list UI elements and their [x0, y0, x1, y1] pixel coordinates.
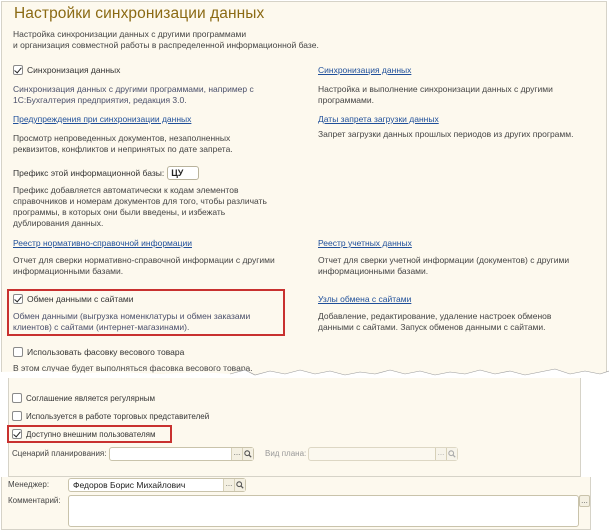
weight-packing-description: В этом случае будет выполняться фасовка весового товара. [13, 363, 253, 373]
desc-line: Настройка и выполнение синхронизации данных с другими [318, 84, 553, 94]
search-icon[interactable] [242, 448, 253, 460]
sync-checkbox-row[interactable] [13, 65, 120, 75]
desc-line: данными с сайтами. Запуск обменов данными с сайтами. [318, 322, 546, 332]
load-prohibition-dates-link[interactable]: Даты запрета загрузки данных [318, 114, 439, 124]
sync-checkbox-label: Синхронизация данных [27, 65, 121, 75]
page-title: Настройки синхронизации данных [14, 5, 265, 22]
prefix-description [13, 185, 267, 229]
desc-line: информационными базами. [13, 266, 124, 276]
desc-line: Отчет для сверки нормативно-справочной информации с другими [13, 255, 275, 265]
intro-line: Настройка синхронизации данных с другими программами [13, 29, 247, 39]
sites-exchange-highlight [7, 289, 285, 336]
prefix-input[interactable]: ЦУ [167, 166, 199, 180]
prefix-row [13, 166, 199, 180]
regular-agreement-checkbox-row[interactable] [12, 393, 155, 403]
desc-line: Отчет для сверки учетной информации (документов) с другими [318, 255, 570, 265]
warnings-description [13, 133, 233, 155]
plan-type-select-button[interactable]: ... [435, 448, 446, 460]
desc-line: справочников и номерам документов для того, чтобы различать [13, 196, 267, 206]
desc-line: Обмен данными (выгрузка номенклатуры и обмен заказами [13, 311, 251, 321]
planning-scenario-select-button[interactable]: ... [231, 448, 242, 460]
desc-line: Префикс добавляется автоматически к кодам элементов [13, 185, 239, 195]
prefix-label: Префикс этой информационной базы: [13, 167, 165, 178]
desc-line: реквизитов, конфликтов и непринятых по дате запрета. [13, 144, 233, 154]
regular-agreement-label: Соглашение является регулярным [26, 393, 155, 403]
search-icon[interactable] [446, 448, 457, 460]
manager-label: Менеджер: [8, 480, 50, 489]
desc-line: информационными базами. [318, 266, 429, 276]
warnings-link[interactable]: Предупреждения при синхронизации данных [13, 114, 192, 124]
intro-line: и организация совместной работы в распределенной информационной базе. [13, 40, 319, 50]
plan-type-label: Вид плана: [265, 449, 307, 458]
comment-label: Комментарий: [8, 496, 61, 505]
sync-description [13, 84, 254, 106]
desc-line: дублирования данных. [13, 218, 104, 228]
search-icon[interactable] [234, 479, 245, 491]
trade-reps-checkbox-row[interactable] [12, 411, 209, 421]
desc-line: Добавление, редактирование, удаление настроек обменов [318, 311, 552, 321]
manager-comment-area [1, 477, 591, 530]
weight-packing-label: Использовать фасовку весового товара [27, 347, 185, 357]
manager-field[interactable] [68, 478, 246, 492]
desc-line: Просмотр непроведенных документов, незаполненных [13, 133, 231, 143]
sites-exchange-label: Обмен данными с сайтами [27, 294, 134, 304]
plan-type-field[interactable] [308, 447, 458, 461]
intro-text [13, 29, 319, 51]
comment-textarea[interactable] [68, 495, 579, 527]
desc-line: программы, в которых они были введены, и избежать [13, 207, 226, 217]
trade-reps-label: Используется в работе торговых представителей [26, 411, 210, 421]
sync-data-description [318, 84, 553, 106]
comment-open-button[interactable]: ... [579, 495, 590, 507]
load-prohibition-description: Запрет загрузки данных прошлых периодов из других программ. [318, 129, 574, 139]
planning-scenario-field[interactable] [109, 447, 254, 461]
trade-reps-checkbox[interactable] [12, 411, 22, 421]
external-users-label: Доступно внешним пользователям [26, 429, 156, 439]
desc-line: клиентов) с сайтами (интернет-магазинами). [13, 322, 190, 332]
site-exchange-nodes-description [318, 311, 551, 333]
regular-agreement-checkbox[interactable] [12, 393, 22, 403]
sync-checkbox[interactable] [13, 65, 23, 75]
accounting-registry-description [318, 255, 569, 277]
accounting-registry-link[interactable]: Реестр учетных данных [318, 238, 412, 248]
nsi-registry-link[interactable]: Реестр нормативно-справочной информации [13, 238, 192, 248]
desc-line: 1С:Бухгалтерия предприятия, редакция 3.0. [13, 95, 187, 105]
weight-packing-checkbox[interactable] [13, 347, 23, 357]
desc-line: Синхронизация данных с другими программами, например с [13, 84, 254, 94]
nsi-registry-description [13, 255, 275, 277]
sync-data-link[interactable]: Синхронизация данных [318, 65, 412, 75]
site-exchange-nodes-link[interactable]: Узлы обмена с сайтами [318, 294, 412, 304]
external-users-highlight [7, 425, 172, 443]
weight-packing-checkbox-row[interactable] [13, 347, 184, 357]
desc-line: программами. [318, 95, 374, 105]
planning-scenario-label: Сценарий планирования: [12, 449, 107, 458]
manager-value: Федоров Борис Михайлович [73, 480, 186, 490]
manager-select-button[interactable]: ... [223, 479, 234, 491]
